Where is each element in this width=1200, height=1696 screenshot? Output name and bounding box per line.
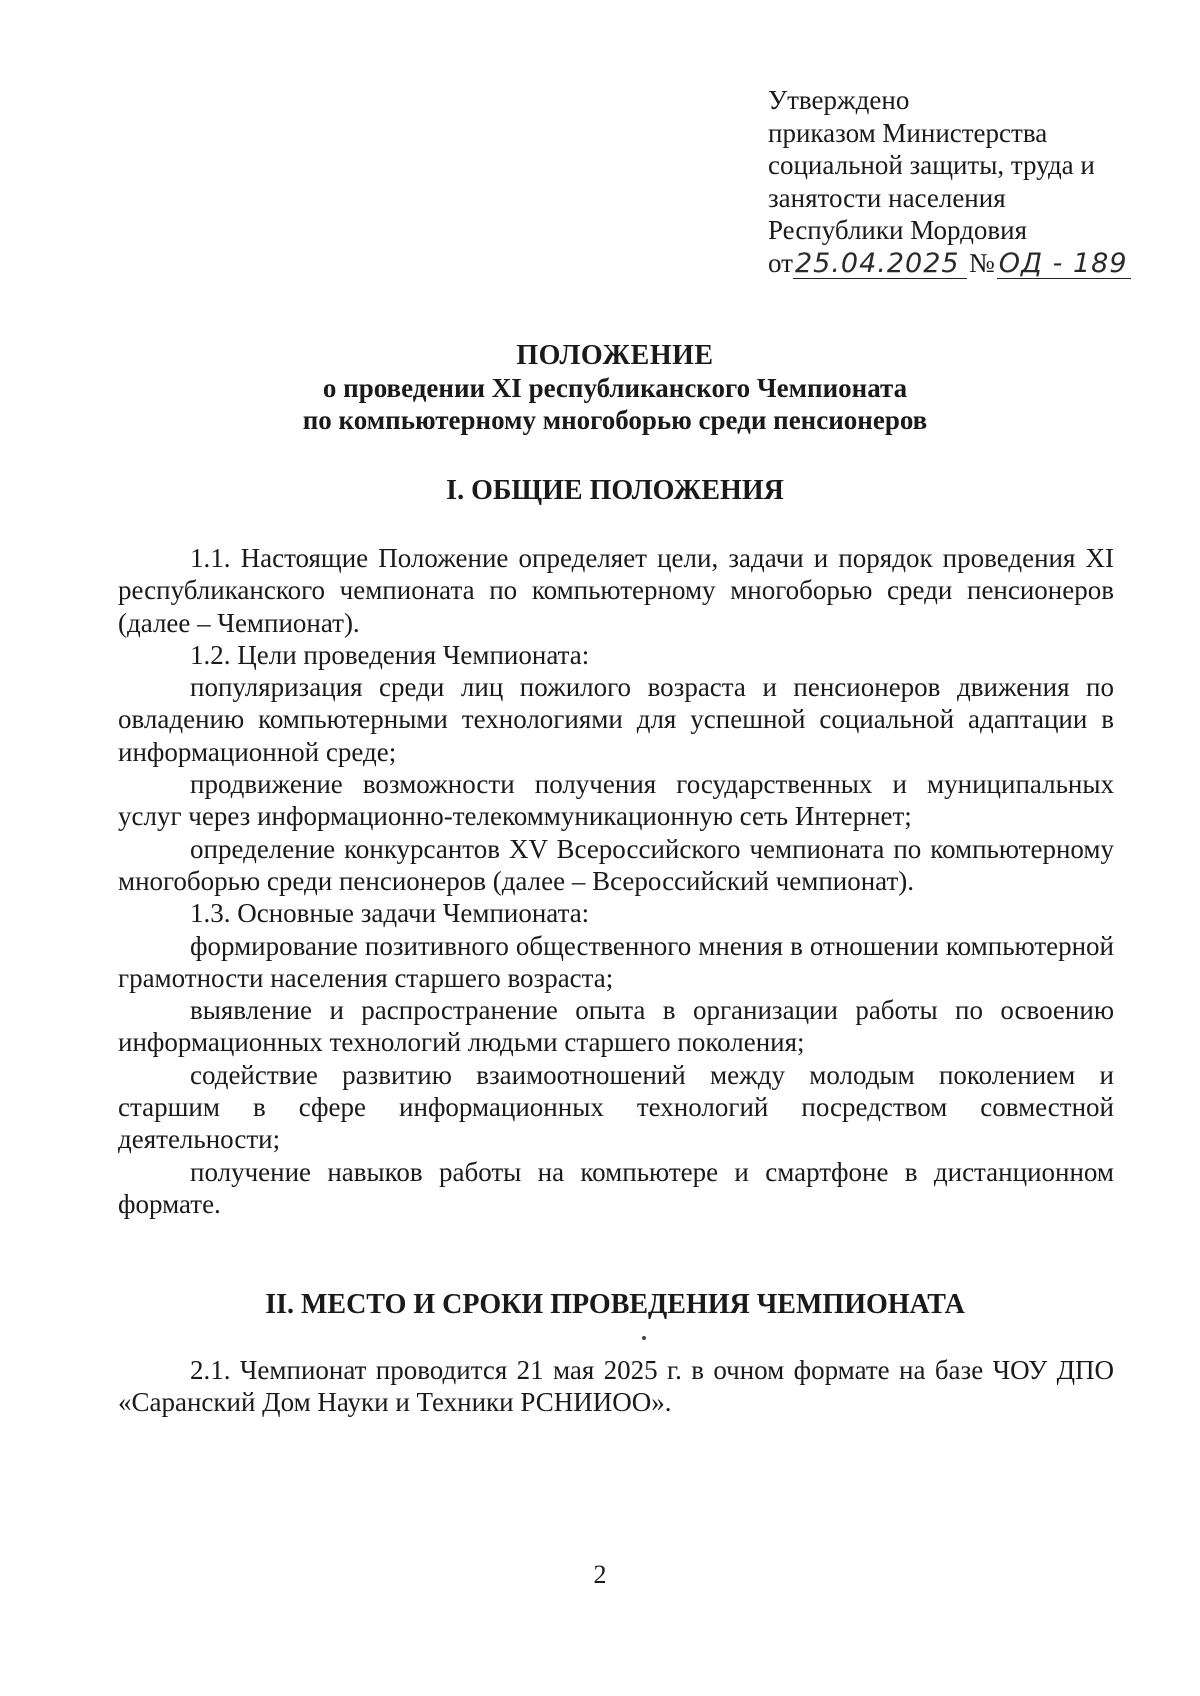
paragraph: получение навыков работы на компьютере и смартфоне в дистанционном формате.	[118, 1156, 1114, 1219]
approval-line-3: социальной защиты, труда и	[768, 150, 1095, 180]
paragraph: содействие развитию взаимоотношений между молодым поколением и старшим в сфере информационных технологий посредством совместной деятельности;	[118, 1059, 1114, 1155]
section-2-heading: II. МЕСТО И СРОКИ ПРОВЕДЕНИЯ ЧЕМПИОНАТА	[265, 1289, 965, 1320]
approval-date-line	[768, 247, 1168, 280]
approval-line-2: приказом Министерства	[768, 117, 1048, 148]
title-line-3: по компьютерному многоборью среди пенсионеров	[302, 405, 928, 435]
date-prefix: от	[768, 247, 793, 278]
section-2-body	[118, 1354, 1114, 1419]
paragraph: популяризация среди лиц пожилого возраста и пенсионеров движения по овладению компьютерными технологиями для успешной социальной адаптации в информационной среде;	[118, 672, 1114, 767]
section-1-heading: I. ОБЩИЕ ПОЛОЖЕНИЯ	[446, 475, 784, 506]
scan-speck	[642, 1336, 646, 1340]
approval-stamp-block	[768, 84, 1168, 279]
paragraph: определение конкурсантов XV Всероссийского чемпионата по компьютерному многоборью среди пенсионеров (далее – Всероссийский чемпионат).	[118, 833, 1114, 896]
approval-line-4: занятости населения	[768, 182, 1006, 213]
title-line-2: о проведении XI республиканского Чемпионата	[322, 373, 908, 403]
section-1-body	[118, 542, 1114, 1220]
paragraph: 1.3. Основные задачи Чемпионата:	[190, 898, 590, 929]
paragraph: 1.1. Настоящие Положение определяет цели, задачи и порядок проведения XI республиканского чемпионата по компьютерному многоборью среди пенсионеров (далее – Чемпионат).	[118, 543, 1114, 638]
paragraph: продвижение возможности получения государственных и муниципальных услуг через информационно-телекоммуникационную сеть Интернет;	[118, 769, 1114, 832]
document-title	[120, 340, 1110, 436]
handwritten-order-number: ОД - 189	[998, 247, 1128, 279]
paragraph: 2.1. Чемпионат проводится 21 мая 2025 г. в очном формате на базе ЧОУ ДПО «Саранский Дом Науки и Техники РСНИИОО».	[118, 1355, 1114, 1418]
approval-line-1: Утверждено	[768, 85, 910, 115]
number-sign: №	[968, 247, 995, 278]
paragraph: формирование позитивного общественного мнения в отношении компьютерной грамотности населения старшего возраста;	[118, 930, 1114, 993]
page-number: 2	[593, 1560, 607, 1589]
paragraph: 1.2. Цели проведения Чемпионата:	[190, 639, 590, 670]
title-main: ПОЛОЖЕНИЕ	[516, 340, 714, 371]
handwritten-date: 25.04.2025	[794, 247, 960, 279]
approval-line-5: Республики Мордовия	[768, 215, 1028, 245]
paragraph: выявление и распространение опыта в организации работы по освоению информационных технологий людьми старшего поколения;	[118, 995, 1114, 1058]
